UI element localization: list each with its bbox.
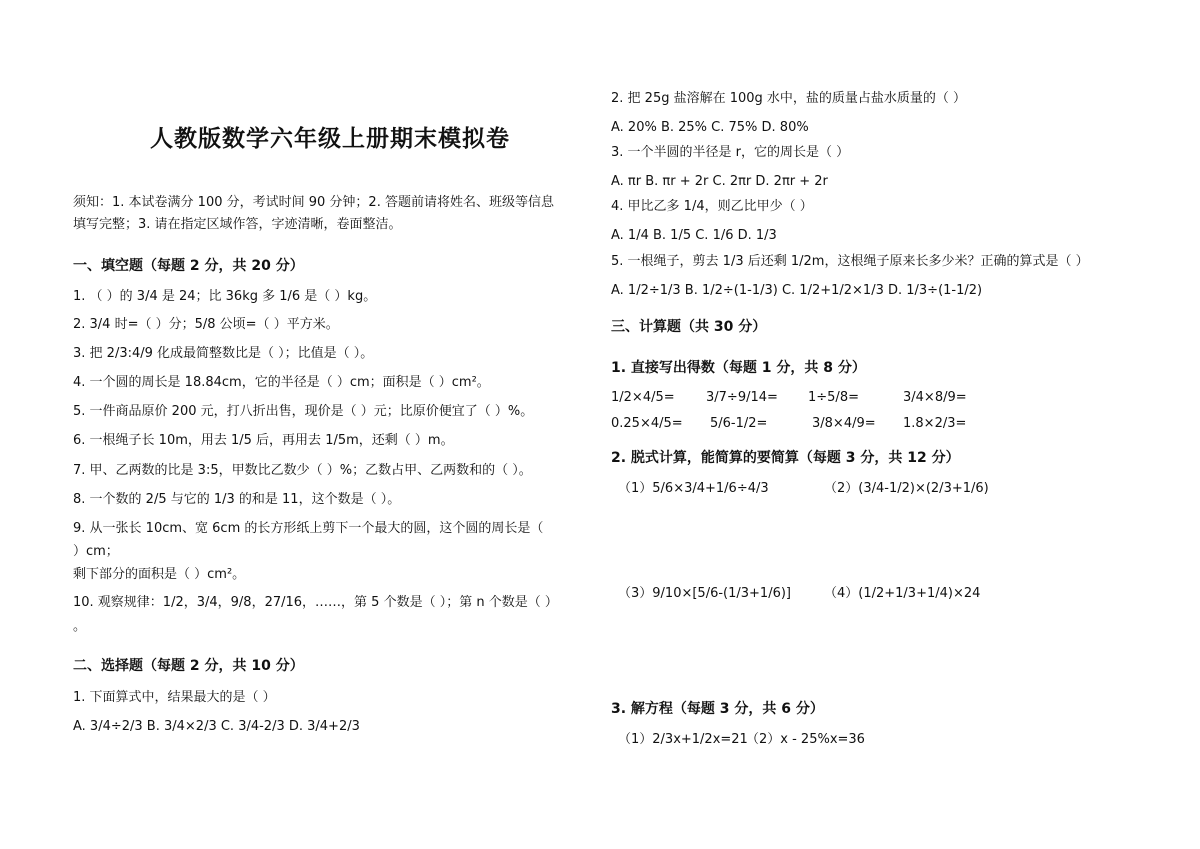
fill-question-6: 6. 一根绳子长 10m，用去 1/5 后，再用去 1/5m，还剩（ ）m。 [73, 433, 454, 448]
fill-question-4: 4. 一个圆的周长是 18.84cm，它的半径是（ ）cm；面积是（ ）cm²。 [73, 375, 490, 390]
direct-calc-item: 1.8×2/3= [903, 416, 967, 431]
section3-heading: 三、计算题（共 30 分） [611, 319, 767, 335]
equation-problem-1: （1）2/3x+1/2x=21 [618, 732, 748, 747]
direct-calc-item: 5/6-1/2= [710, 416, 768, 431]
direct-calc-item: 0.25×4/5= [611, 416, 683, 431]
equation-problem-2: （2）x - 25%x=36 [746, 732, 865, 747]
fill-question-8: 8. 一个数的 2/5 与它的 1/3 的和是 11，这个数是（ ）。 [73, 492, 401, 507]
section2-heading: 二、选择题（每题 2 分，共 10 分） [73, 658, 304, 674]
choice-question-2: 2. 把 25g 盐溶解在 100g 水中，盐的质量占盐水质量的（ ） [611, 91, 967, 106]
step-calc-heading: 2. 脱式计算，能简算的要简算（每题 3 分，共 12 分） [611, 450, 960, 466]
section1-heading: 一、填空题（每题 2 分，共 20 分） [73, 258, 304, 274]
choice-question-4-options: A. 1/4 B. 1/5 C. 1/6 D. 1/3 [611, 228, 777, 243]
equation-heading: 3. 解方程（每题 3 分，共 6 分） [611, 701, 824, 717]
choice-question-3: 3. 一个半圆的半径是 r，它的周长是（ ） [611, 145, 850, 160]
notice-line-2: 填写完整；3. 请在指定区域作答，字迹清晰，卷面整洁。 [73, 217, 402, 232]
choice-question-5-options: A. 1/2÷1/3 B. 1/2÷(1-1/3) C. 1/2+1/2×1/3 D. 1/3÷(1-1/2) [611, 283, 983, 298]
direct-calc-item: 3/4×8/9= [903, 390, 967, 405]
fill-question-2: 2. 3/4 时=（ ）分；5/8 公顷=（ ）平方米。 [73, 317, 339, 332]
fill-question-9-line-1: 9. 从一张长 10cm、宽 6cm 的长方形纸上剪下一个最大的圆，这个圆的周长是（ [73, 521, 544, 536]
fill-question-1: 1. （ ）的 3/4 是 24；比 36kg 多 1/6 是（ ）kg。 [73, 289, 377, 304]
direct-calc-item: 3/7÷9/14= [706, 390, 778, 405]
choice-question-5: 5. 一根绳子，剪去 1/3 后还剩 1/2m，这根绳子原来长多少米？正确的算式是（ ） [611, 254, 1089, 269]
choice-question-1: 1. 下面算式中，结果最大的是（ ） [73, 690, 276, 705]
notice-line-1: 须知：1. 本试卷满分 100 分，考试时间 90 分钟；2. 答题前请将姓名、班级等信息 [73, 195, 554, 210]
choice-question-1-options: A. 3/4÷2/3 B. 3/4×2/3 C. 3/4-2/3 D. 3/4+2/3 [73, 719, 360, 734]
fill-question-10-line-2: 。 [73, 619, 87, 634]
choice-question-4: 4. 甲比乙多 1/4，则乙比甲少（ ） [611, 199, 813, 214]
fill-question-7: 7. 甲、乙两数的比是 3:5，甲数比乙数少（ ）%；乙数占甲、乙两数和的（ ）。 [73, 463, 532, 478]
choice-question-2-options: A. 20% B. 25% C. 75% D. 80% [611, 120, 809, 135]
direct-calc-item: 3/8×4/9= [812, 416, 876, 431]
step-calc-problem-1: （1）5/6×3/4+1/6÷4/3 [618, 481, 769, 496]
step-calc-problem-2: （2）(3/4-1/2)×(2/3+1/6) [824, 481, 989, 496]
page-title: 人教版数学六年级上册期末模拟卷 [150, 126, 510, 152]
fill-question-9-line-3: 剩下部分的面积是（ ）cm²。 [73, 567, 246, 582]
direct-calc-item: 1/2×4/5= [611, 390, 675, 405]
fill-question-10-line-1: 10. 观察规律：1/2，3/4，9/8，27/16，……，第 5 个数是（ ）；第 n 个数是（ ） [73, 595, 558, 610]
choice-question-3-options: A. πr B. πr + 2r C. 2πr D. 2πr + 2r [611, 174, 828, 189]
direct-calc-item: 1÷5/8= [808, 390, 859, 405]
fill-question-9-line-2: ）cm； [73, 544, 119, 559]
step-calc-problem-3: （3）9/10×[5/6-(1/3+1/6)] [618, 586, 791, 601]
step-calc-problem-4: （4）(1/2+1/3+1/4)×24 [824, 586, 981, 601]
fill-question-5: 5. 一件商品原价 200 元，打八折出售，现价是（ ）元；比原价便宜了（ ）%。 [73, 404, 534, 419]
direct-calc-heading: 1. 直接写出得数（每题 1 分，共 8 分） [611, 360, 866, 376]
fill-question-3: 3. 把 2/3:4/9 化成最简整数比是（ ）；比值是（ ）。 [73, 346, 374, 361]
